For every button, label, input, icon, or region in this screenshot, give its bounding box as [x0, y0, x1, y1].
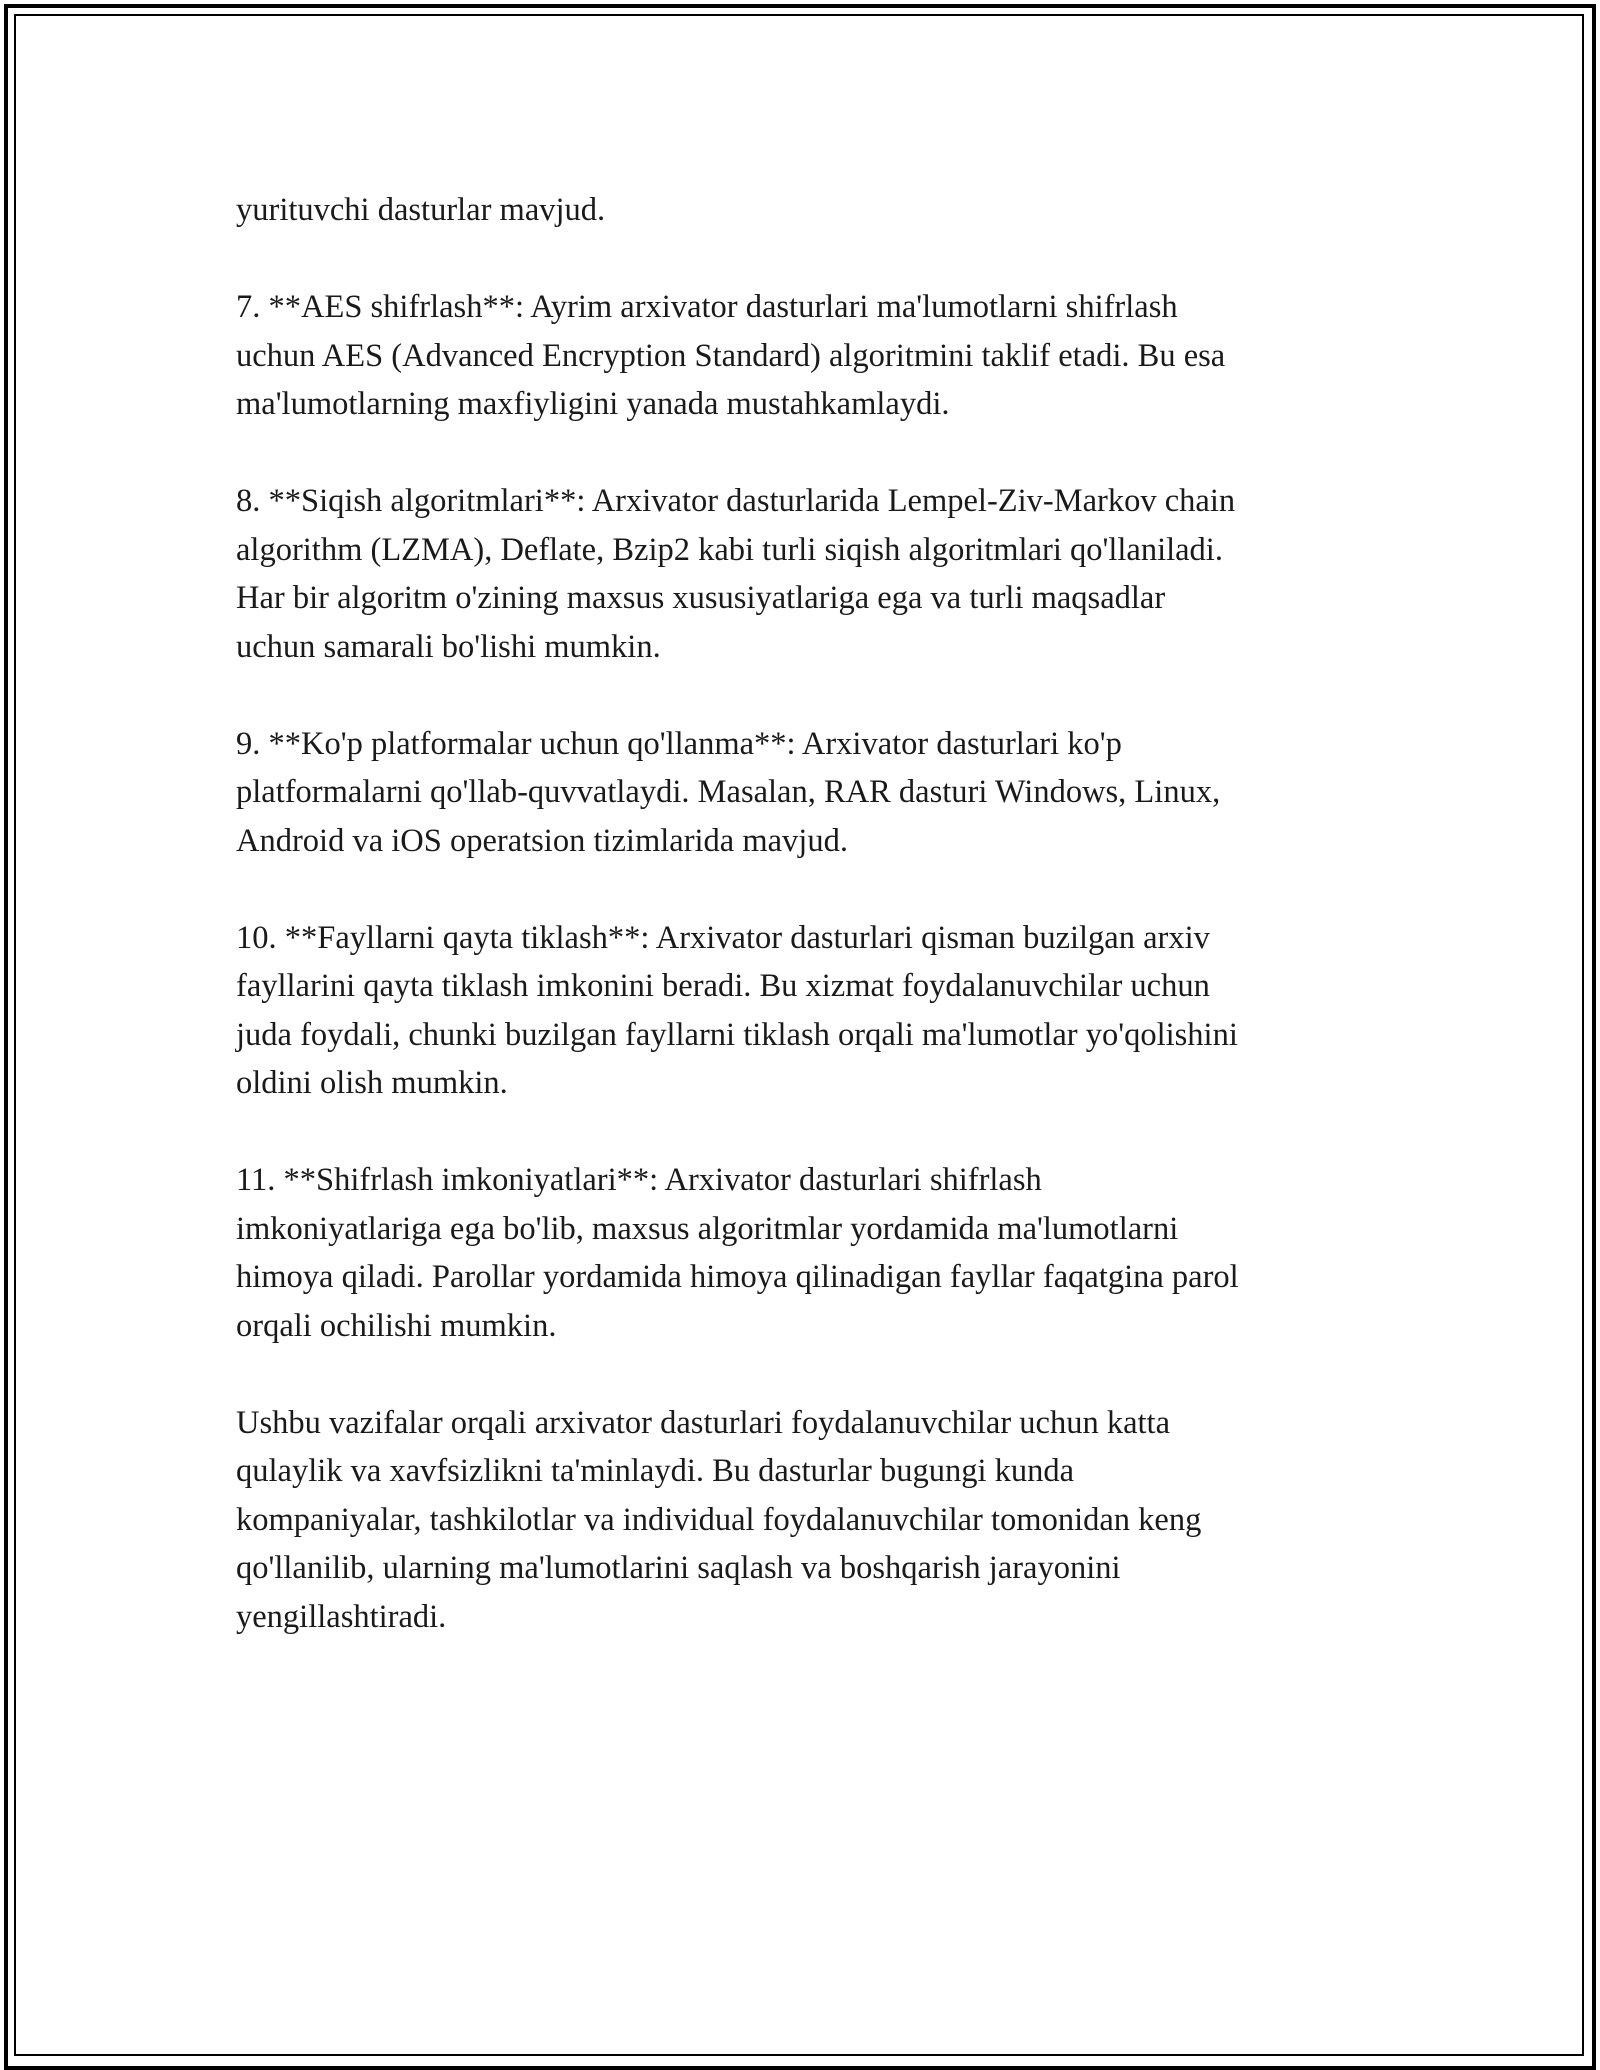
- paragraph-item-11-encryption: 11. **Shifrlash imkoniyatlari**: Arxivator dasturlari shifrlash imkoniyatlariga ega bo'lib, maxsus algoritmlar yordamida ma'lumotlarni himoya qiladi. Parollar yordamida himoya qilinadigan fayllar faqatgina parol orqali ochilishi mumkin.: [236, 1162, 1239, 1344]
- paragraph-item-9-platforms: 9. **Ko'p platformalar uchun qo'llanma**: Arxivator dasturlari ko'p platformalarni qo'llab-quvvatlaydi. Masalan, RAR dasturi Windows, Linux, Android va iOS operatsion tizimlarida mavjud.: [236, 725, 1221, 859]
- paragraph-conclusion: Ushbu vazifalar orqali arxivator dasturlari foydalanuvchilar uchun katta qulaylik va xavfsizlikni ta'minlaydi. Bu dasturlar bugungi kunda kompaniyalar, tashkilotlar va individual foydalanuvchilar tomonidan keng qo'llanilib, ularning ma'lumotlarini saqlash va boshqarish jarayonini yengillashtiradi.: [236, 1404, 1202, 1635]
- document-body: [236, 186, 1376, 1690]
- paragraph-item-7-aes: 7. **AES shifrlash**: Ayrim arxivator dasturlari ma'lumotlarni shifrlash uchun AES (Advanced Encryption Standard) algoritmini taklif etadi. Bu esa ma'lumotlarning maxfiyligini yanada mustahkamlaydi.: [236, 289, 1226, 422]
- paragraph-item-10-recovery: 10. **Fayllarni qayta tiklash**: Arxivator dasturlari qisman buzilgan arxiv fayllarini qayta tiklash imkonini beradi. Bu xizmat foydalanuvchilar uchun juda foydali, chunki buzilgan fayllarni tiklash orqali ma'lumotlar yo'qolishini oldini olish mumkin.: [236, 919, 1238, 1101]
- paragraph-item-8-compression: 8. **Siqish algoritmlari**: Arxivator dasturlarida Lempel-Ziv-Markov chain algorithm (LZMA), Deflate, Bzip2 kabi turli siqish algoritmlari qo'llaniladi. Har bir algoritm o'zining maxsus xususiyatlariga ega va turli maqsadlar uchun samarali bo'lishi mumkin.: [236, 483, 1236, 665]
- paragraph-continuation: yurituvchi dasturlar mavjud.: [236, 192, 606, 228]
